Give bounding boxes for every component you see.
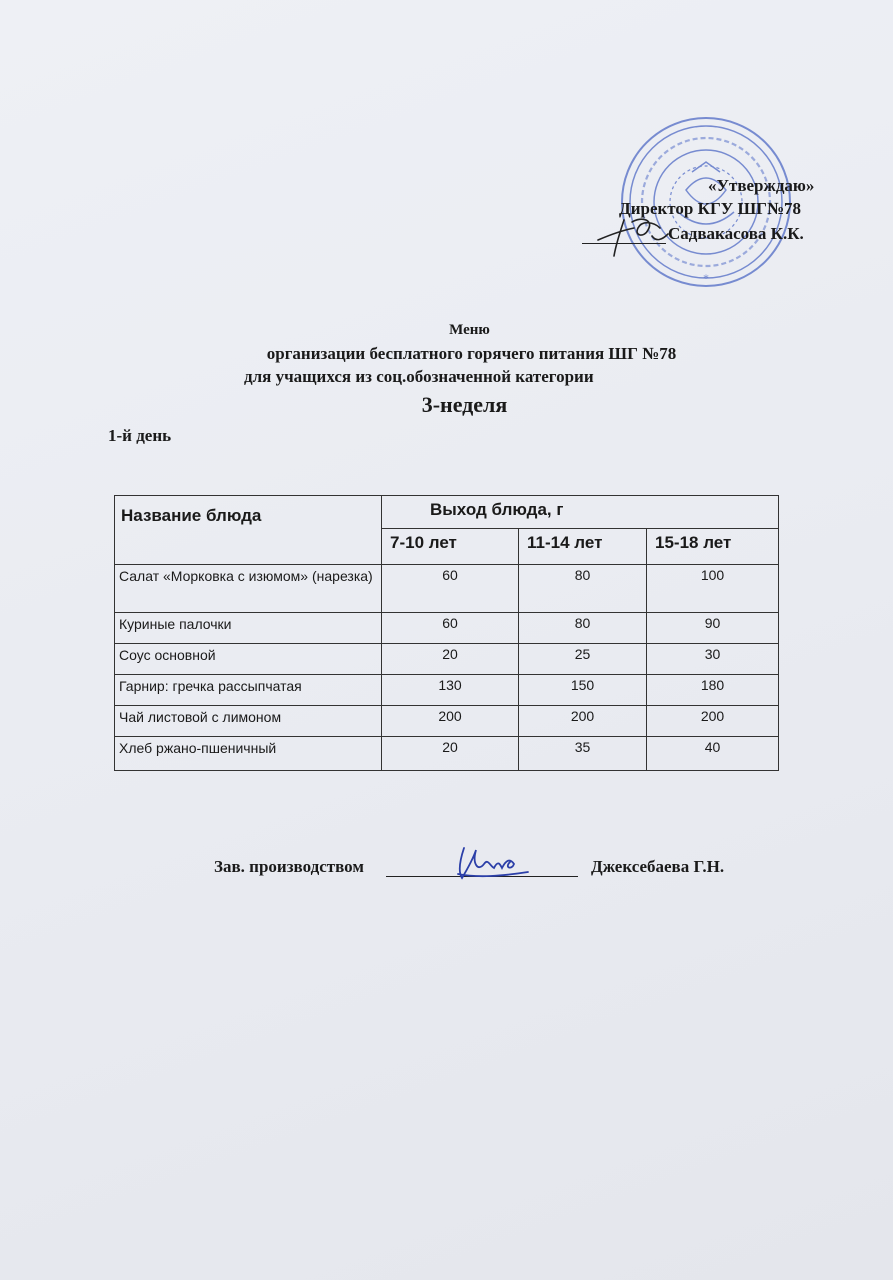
table-row: [115, 706, 779, 737]
dish-name: Чай листовой с лимоном: [115, 706, 382, 737]
portion-11-14: 200: [519, 706, 647, 737]
table-row: [115, 737, 779, 771]
dish-name: Салат «Морковка с изюмом» (нарезка): [115, 565, 382, 613]
svg-text:*: *: [703, 271, 709, 285]
dish-name: Хлеб ржано-пшеничный: [115, 737, 382, 771]
portion-11-14: 25: [519, 644, 647, 675]
menu-table: [114, 495, 779, 771]
table-row: [115, 565, 779, 613]
header-age-11-14: 11-14 лет: [519, 528, 647, 564]
approval-title: «Утверждаю»: [708, 176, 815, 195]
table-row: [115, 675, 779, 706]
portion-15-18: 30: [647, 644, 779, 675]
portion-15-18: 100: [647, 565, 779, 613]
dish-name: Гарнир: гречка рассыпчатая: [115, 675, 382, 706]
manager-signature: [454, 838, 532, 886]
approval-name: Садвакасова К.К.: [668, 224, 804, 243]
portion-15-18: 40: [647, 737, 779, 771]
portion-7-10: 130: [382, 675, 519, 706]
portion-15-18: 200: [647, 706, 779, 737]
production-manager-label: Зав. производством: [214, 857, 364, 876]
director-signature: [594, 210, 676, 266]
header-dish-name: Название блюда: [115, 496, 382, 565]
table-row: [115, 644, 779, 675]
menu-subtitle-category: для учащихся из соц.обозначенной категории: [244, 367, 594, 386]
dish-name: Соус основной: [115, 644, 382, 675]
portion-7-10: 200: [382, 706, 519, 737]
header-age-7-10: 7-10 лет: [382, 528, 519, 564]
portion-11-14: 80: [519, 613, 647, 644]
portion-15-18: 90: [647, 613, 779, 644]
header-output: Выход блюда, г: [382, 496, 779, 529]
menu-week: 3-неделя: [421, 392, 508, 417]
portion-15-18: 180: [647, 675, 779, 706]
menu-subtitle-organization: организации бесплатного горячего питания ШГ №78: [266, 344, 677, 363]
dish-name: Куриные палочки: [115, 613, 382, 644]
portion-7-10: 60: [382, 565, 519, 613]
approval-role: Директор КГУ ШГ№78: [619, 199, 802, 218]
portion-11-14: 35: [519, 737, 647, 771]
header-age-15-18: 15-18 лет: [647, 528, 779, 564]
day-label: 1-й день: [108, 426, 172, 445]
portion-7-10: 20: [382, 644, 519, 675]
table-row: [115, 613, 779, 644]
portion-7-10: 60: [382, 613, 519, 644]
portion-7-10: 20: [382, 737, 519, 771]
table-header-row: [115, 496, 779, 529]
menu-title: Меню: [449, 322, 490, 338]
portion-11-14: 80: [519, 565, 647, 613]
production-manager-name: Джексебаева Г.Н.: [591, 857, 725, 876]
portion-11-14: 150: [519, 675, 647, 706]
